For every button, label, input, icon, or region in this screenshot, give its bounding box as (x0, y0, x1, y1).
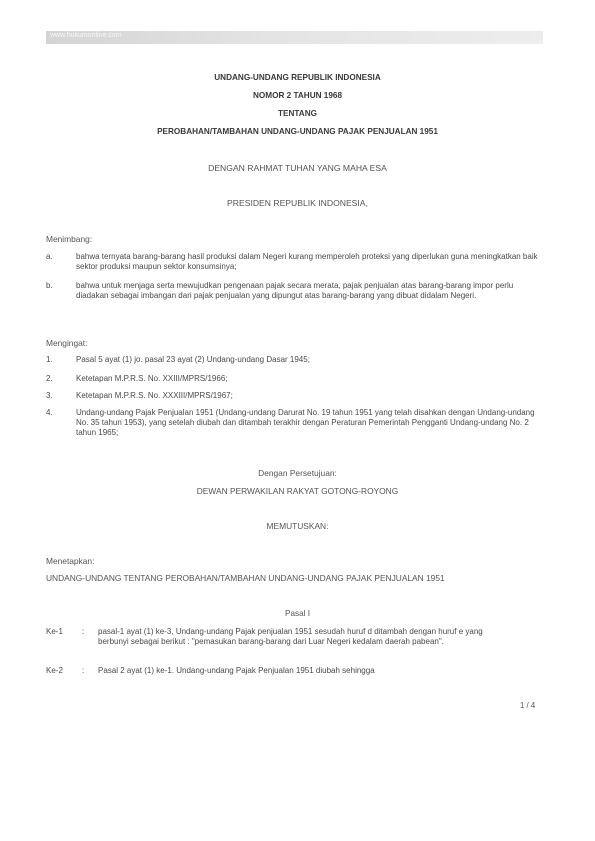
item-text: Undang-undang Pajak Penjualan 1951 (Undang-undang Darurat No. 19 tahun 1951 yang telah disahkan dengan Undang-undang No. 35 tahun 1953), yang setelah diubah dan ditambah terakhir dengan Peraturan Pemerintah Pengganti Undang-undang No. 2 tahun 1965; (76, 408, 535, 438)
law-about: TENTANG (278, 109, 317, 118)
persetujuan-label: Dengan Persetujuan: (258, 468, 337, 478)
item-marker: a. (46, 252, 53, 261)
item-marker: 1. (46, 355, 53, 364)
memutuskan-line: MEMUTUSKAN: (266, 521, 329, 531)
mengingat-label: Mengingat: (46, 338, 88, 348)
item-marker: 4. (46, 408, 53, 417)
pasal-item-colon: : (82, 666, 85, 675)
item-text: Ketetapan M.P.R.S. No. XXIII/MPRS/1966; (76, 374, 228, 383)
law-subject: PEROBAHAN/TAMBAHAN UNDANG-UNDANG PAJAK PENJUALAN 1951 (157, 127, 438, 136)
item-marker: b. (46, 281, 53, 290)
pasal-item-text: Pasal 2 ayat (1) ke-1. Undang-undang Pajak Penjualan 1951 diubah sehingga (98, 666, 375, 675)
law-number: NOMOR 2 TAHUN 1968 (252, 91, 343, 100)
dpr-line: DEWAN PERWAKILAN RAKYAT GOTONG-ROYONG (196, 486, 399, 496)
pasal-item-text: pasal-1 ayat (1) ke-3, Undang-undang Pajak penjualan 1951 sesudah huruf d ditambah dengan huruf e yang berbunyi sebagai berikut : "pemasukan barang-barang dari Luar Negeri kedalam daerah pabean". (98, 627, 483, 647)
rahmat-line: DENGAN RAHMAT TUHAN YANG MAHA ESA (208, 163, 387, 173)
menetapkan-label: Menetapkan: (46, 556, 95, 566)
source-banner (46, 31, 543, 44)
pasal-title: Pasal I (284, 609, 311, 618)
law-title: UNDANG-UNDANG REPUBLIK INDONESIA (214, 73, 381, 82)
item-text: Ketetapan M.P.R.S. No. XXXIII/MPRS/1967; (76, 391, 233, 400)
item-text: bahwa untuk menjaga serta mewujudkan pengenaan pajak secara merata, pajak penjualan atas barang-barang impor perlu diadakan sebagai imbangan dari pajak penjualan yang dipungut atas barang-barang yang dibuat didalam Negeri. (76, 281, 514, 301)
pasal-item-label: Ke-2 (46, 666, 63, 675)
presiden-line: PRESIDEN REPUBLIK INDONESIA, (227, 198, 368, 208)
item-text: Pasal 5 ayat (1) jo. pasal 23 ayat (2) Undang-undang Dasar 1945; (76, 355, 310, 364)
pasal-item-label: Ke-1 (46, 627, 63, 636)
item-marker: 3. (46, 391, 53, 400)
item-text: bahwa ternyata barang-barang hasil produksi dalam Negeri kurang memperoleh proteksi yang diperlukan guna meningkatkan baik sektor produksi maupun sektor konsumsinya; (76, 252, 538, 272)
page-number: 1 / 4 (520, 701, 536, 710)
menimbang-label: Menimbang: (46, 234, 93, 244)
menetapkan-title: UNDANG-UNDANG TENTANG PEROBAHAN/TAMBAHAN UNDANG-UNDANG PAJAK PENJUALAN 1951 (46, 573, 445, 583)
source-banner-text: www.hukumonline.com (50, 32, 122, 39)
pasal-item-colon: : (82, 627, 85, 636)
item-marker: 2. (46, 374, 53, 383)
